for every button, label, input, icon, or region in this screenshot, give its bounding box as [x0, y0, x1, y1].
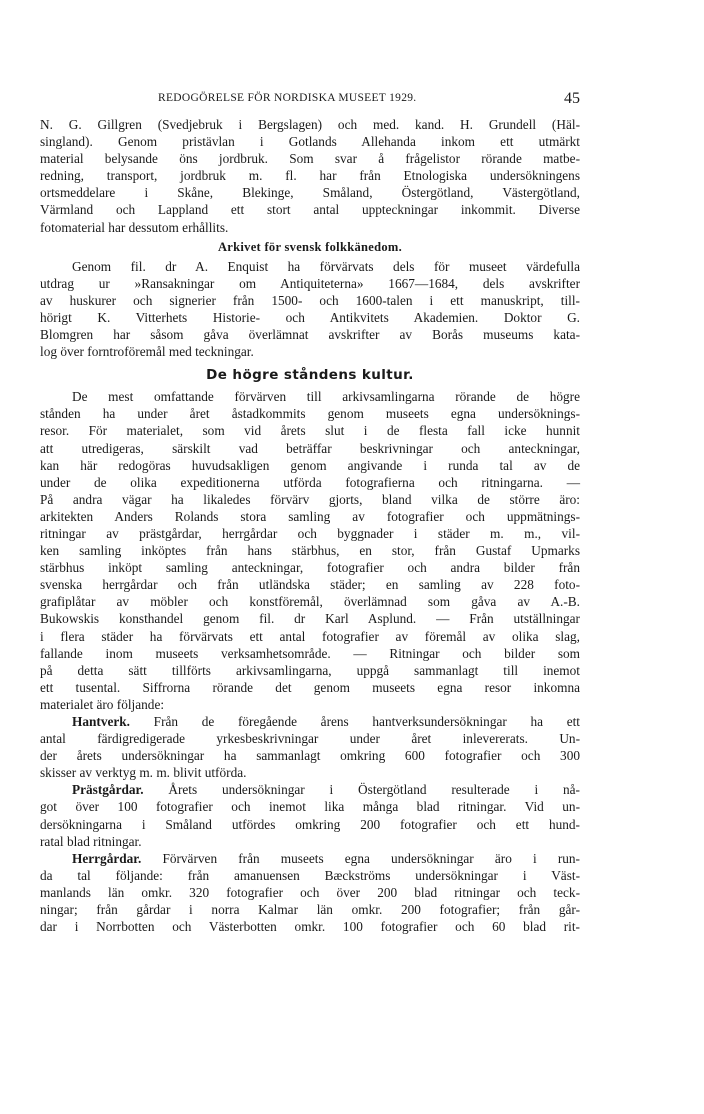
- run-in-term: Prästgårdar.: [72, 782, 144, 798]
- text-line: ett tusental. Siffrorna rörande det genom museets egna resor inkomna: [40, 679, 580, 695]
- text-line: ratal blad ritningar.: [40, 833, 142, 849]
- text-line: [40, 713, 580, 730]
- paragraph-archive: [40, 258, 580, 361]
- text-line: Genom fil. dr A. Enquist ha förvärvats dels för museet värdefulla: [72, 258, 580, 274]
- text-line: skisser av verktyg m. m. blivit utförda.: [40, 765, 247, 781]
- running-header: [40, 90, 580, 110]
- section-heading-archive: Arkivet för svensk folkkänedom.: [217, 239, 403, 254]
- text-line: ken samling inköptes från hans stärbhus, en stor, från Gustaf Upmarks: [40, 543, 580, 559]
- text-line: arkitekten Anders Rolands stora samling av fotografier och uppmätnings-: [40, 508, 580, 524]
- paragraph-upper-classes: [40, 388, 580, 713]
- paragraph-herrgardar: [40, 850, 580, 935]
- run-in-term: Herrgårdar.: [72, 850, 142, 866]
- text-line: redning, transport, jordbruk m. fl. har från Etnologiska undersökningens: [40, 168, 580, 184]
- paragraph-continued: [40, 116, 580, 236]
- paragraph-hantverk: [40, 713, 580, 781]
- text-line: Värmland och Lappland ett stort antal uppteckningar inkommit. Diverse: [40, 202, 580, 218]
- text-line: ritningar av prästgårdar, herrgårdar och byggnader i städer m. m., vil-: [40, 525, 580, 541]
- text-line: svenska herrgårdar och från utländska städer; en samling av 228 foto-: [40, 577, 580, 593]
- text-line: manlands län omkr. 320 fotografier och över 200 blad ritningar och teck-: [40, 884, 580, 900]
- section-heading-upper-classes: De högre ståndens kultur.: [206, 367, 414, 384]
- text-line: grafiplåtar av möbler och konstföremål, överlämnad som gåva av A.-B.: [40, 594, 580, 610]
- text-run: Från de föregående årens hantverksundersökningar ha ett: [130, 714, 580, 729]
- text-line: utdrag ur »Ransakningar om Antiquiteterna» 1667—1684, dels avskrifter: [40, 275, 580, 291]
- paragraph-prastgardar: [40, 781, 580, 849]
- page-number: 45: [564, 90, 580, 107]
- text-line: log över forntroföremål med teckningar.: [40, 344, 254, 360]
- text-line: på detta sätt tillförts arkivsamlingarna, uppgå sammanlagt till inemot: [40, 662, 580, 678]
- text-line: der årets undersökningar ha sammanlagt omkring 600 fotografier och 300: [40, 748, 580, 764]
- text-line: Bukowskis konsthandel genom fil. dr Karl Asplund. — Från utställningar: [40, 611, 580, 627]
- text-run: Årets undersökningar i Östergötland resulterade i nå-: [143, 782, 580, 798]
- text-line: materialet äro följande:: [40, 696, 165, 712]
- text-line: antal färdigredigerade yrkesbeskrivningar under året inlevererats. Un-: [40, 731, 580, 747]
- text-line: av huskurer och signerier från 1500- och 1600-talen i ett manuskript, till-: [40, 292, 580, 308]
- text-line: stärbhus inköpt samling anteckningar, fotografier och andra bilder från: [40, 560, 580, 576]
- text-line: got över 100 fotografier och inemot lika många blad ritningar. Vid un-: [40, 799, 580, 815]
- text-line: material belysande öns jordbruk. Som svar å frågelistor rörande matbe-: [40, 151, 580, 167]
- text-line: under de olika expeditionerna utförda fotografierna och ritningarna. —: [40, 474, 580, 490]
- text-line: Blomgren har såsom gåva överlämnat avskrifter av Borås museums kata-: [40, 327, 580, 343]
- text-line: da tal följande: från amanuensen Bæckströms undersökningar i Väst-: [40, 867, 580, 883]
- body-text: [40, 116, 580, 935]
- text-line: fotomaterial har dessutom erhållits.: [40, 219, 229, 235]
- text-line: i flera städer ha förvärvats ett antal fotografier av föremål av olika slag,: [40, 628, 580, 644]
- text-line: dar i Norrbotten och Västerbotten omkr. 100 fotografier och 60 blad rit-: [40, 919, 580, 935]
- text-line: resor. För materialet, som vid årets slut i de flesta fall icke hunnit: [40, 423, 580, 439]
- text-line: De mest omfattande förvärven till arkivsamlingarna rörande de högre: [72, 389, 580, 405]
- text-line: [40, 781, 580, 798]
- text-line: att utredigeras, särskilt vad beträffar beskrivningar och anteckningar,: [40, 440, 580, 456]
- text-line: fallande inom museets verksamhetsområde. — Ritningar och bilder som: [40, 645, 580, 661]
- text-line: dersökningarna i Småland utfördes omkring 200 fotografier och ett hund-: [40, 816, 580, 832]
- text-line: ningar; från gårdar i norra Kalmar län omkr. 200 fotografier; från går-: [40, 902, 580, 918]
- text-line: kan här redogöras huvudsakligen genom angivande i runda tal av de: [40, 457, 580, 473]
- header-title: REDOGÖRELSE FÖR NORDISKA MUSEET 1929.: [158, 92, 417, 104]
- text-run: Förvärven från museets egna undersökningar äro i run-: [141, 850, 580, 866]
- text-line: hörigt K. Vitterhets Historie- och Antikvitets Akademien. Doktor G.: [40, 309, 580, 325]
- text-line: stånden ha under året åstadkommits genom museets egna undersöknings-: [40, 406, 580, 422]
- text-line: N. G. Gillgren (Svedjebruk i Bergslagen) och med. kand. H. Grundell (Häl-: [40, 117, 580, 132]
- text-line: ortsmeddelare i Skåne, Blekinge, Småland, Östergötland, Västergötland,: [40, 185, 580, 201]
- text-line: [40, 850, 580, 867]
- text-line: På andra vägar ha likaledes förvärv gjorts, bland vilka de större äro:: [40, 491, 580, 507]
- run-in-term: Hantverk.: [72, 714, 130, 729]
- text-line: singland). Genom pristävlan i Gotlands Allehanda inkom ett utmärkt: [40, 134, 580, 150]
